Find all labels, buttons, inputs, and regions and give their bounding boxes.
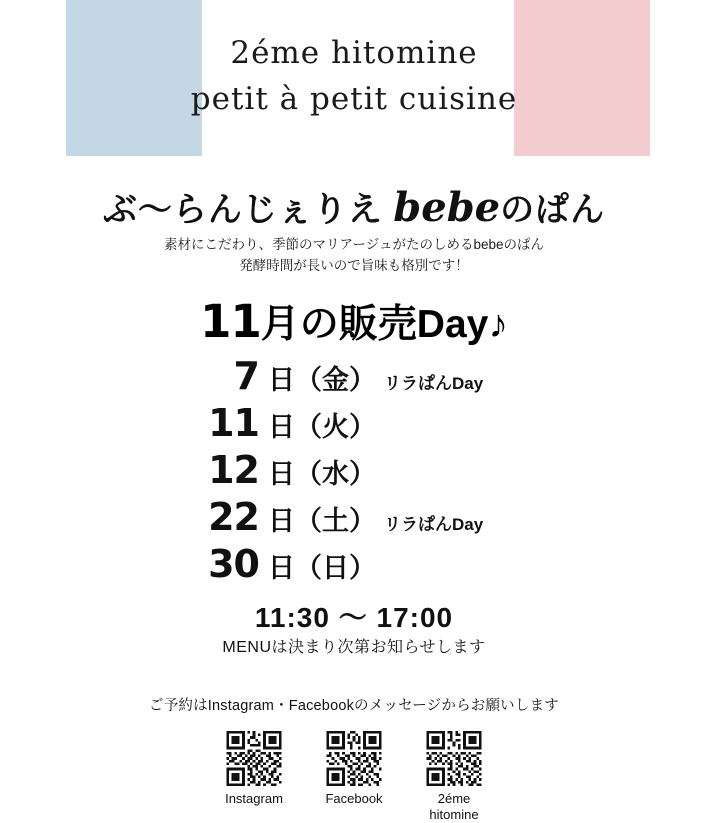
date-day-number: 11 <box>208 401 259 445</box>
date-day-number: 7 <box>233 354 259 398</box>
list-item <box>0 496 708 541</box>
qr-code-row <box>0 731 708 823</box>
header-line-1: 2éme hitomine <box>230 35 478 71</box>
date-day-number: 30 <box>208 542 259 586</box>
shop-name-latin: bebe <box>393 184 501 231</box>
date-note: リラぱんDay <box>384 515 484 534</box>
month-heading-text: 月の販売Day♪ <box>260 303 508 346</box>
qr-item-facebook[interactable] <box>318 731 390 823</box>
date-note: リラぱんDay <box>384 374 484 393</box>
list-item <box>0 355 708 400</box>
date-day-unit: 日（火） <box>268 412 376 442</box>
month-number: 11 <box>200 295 261 348</box>
qr-item-2eme-hitomine[interactable] <box>418 731 490 823</box>
qr-label: 2éme hitomine <box>429 791 479 822</box>
reservation-note: ご予約はInstagram・Facebookのメッセージからお願いします <box>149 698 559 714</box>
list-item <box>0 449 708 494</box>
sales-date-list <box>0 355 708 590</box>
shop-name-suffix: のぱん <box>500 191 606 229</box>
shop-tagline-line-1: 素材にこだわり、季節のマリアージュがたのしめるbebeのぱん <box>163 237 545 252</box>
list-item <box>0 543 708 588</box>
qr-item-instagram[interactable] <box>218 731 290 823</box>
qr-label: Instagram <box>225 791 283 806</box>
header-line-2: petit à petit cuisine <box>190 81 518 117</box>
menu-note: MENUは決まり次第お知らせします <box>222 639 486 656</box>
date-day-unit: 日（金） <box>268 365 376 395</box>
qr-code-icon[interactable] <box>222 731 286 786</box>
poster-header <box>0 30 708 122</box>
month-heading <box>0 293 708 349</box>
date-day-unit: 日（日） <box>268 553 376 583</box>
shop-tagline-line-2: 発酵時間が長いので旨味も格別です！ <box>239 258 469 273</box>
shop-tagline <box>0 234 708 276</box>
qr-code-icon[interactable] <box>322 731 386 786</box>
list-item <box>0 402 708 447</box>
qr-code-icon[interactable] <box>422 731 486 786</box>
shop-name-prefix: ぶ〜らんじぇりえ <box>102 191 394 229</box>
date-day-unit: 日（水） <box>268 459 376 489</box>
date-day-number: 12 <box>208 448 259 492</box>
date-day-unit: 日（土） <box>268 506 376 536</box>
qr-label: Facebook <box>325 791 383 806</box>
date-day-number: 22 <box>208 495 259 539</box>
opening-hours: 11:30 〜 17:00 <box>254 602 454 633</box>
shop-name <box>0 182 708 231</box>
